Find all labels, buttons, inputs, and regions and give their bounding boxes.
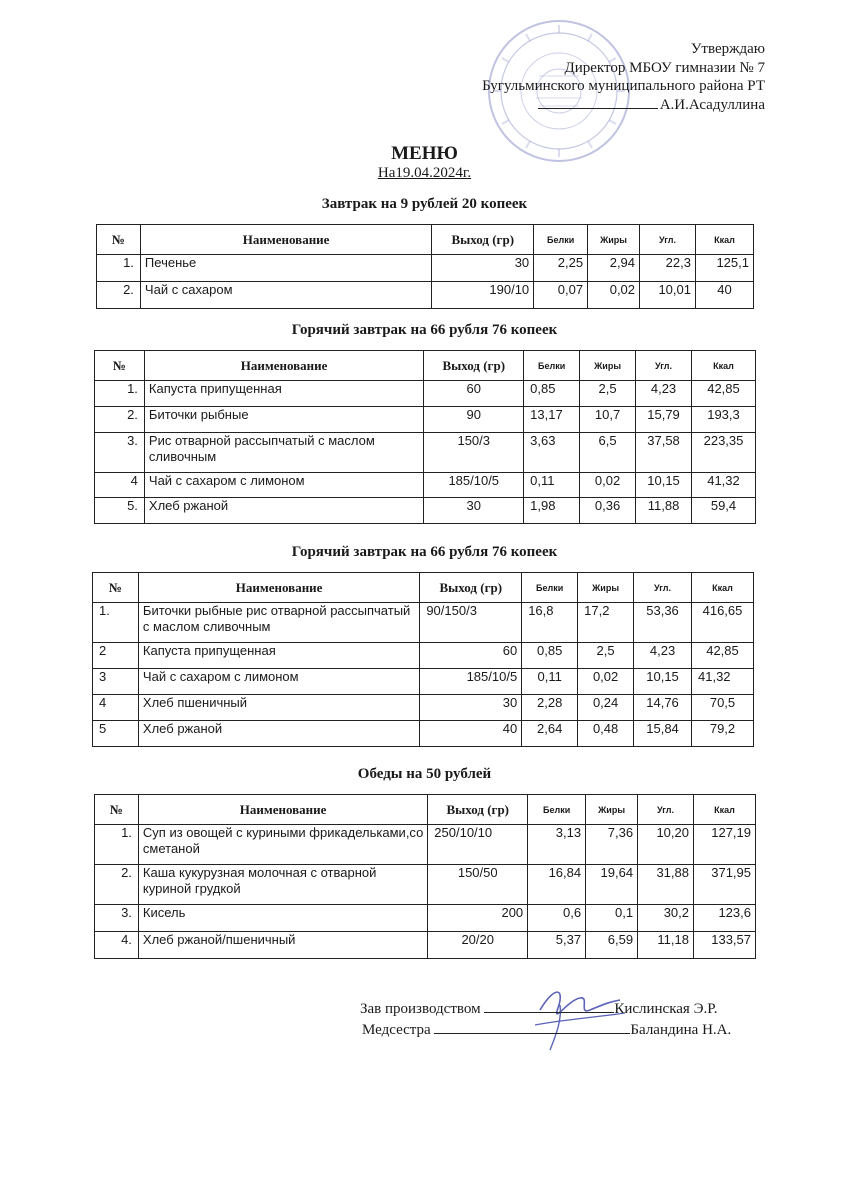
row-num: 1. bbox=[93, 603, 139, 643]
approval-line-4 bbox=[482, 96, 765, 115]
row-output: 185/10/5 bbox=[420, 669, 522, 695]
header-kcal: Ккал bbox=[694, 795, 756, 825]
row-protein: 2,28 bbox=[522, 695, 578, 721]
row-name: Суп из овощей с куриными фрикадельками,со сметаной bbox=[138, 825, 427, 865]
header-num: № bbox=[97, 225, 141, 255]
row-num: 5 bbox=[93, 721, 139, 747]
row-num: 1. bbox=[95, 825, 139, 865]
row-kcal: 79,2 bbox=[692, 721, 754, 747]
row-fat: 0,02 bbox=[578, 669, 634, 695]
production-name: Кислинская Э.Р. bbox=[614, 1001, 718, 1017]
row-kcal: 416,65 bbox=[692, 603, 754, 643]
header-kcal: Ккал bbox=[692, 573, 754, 603]
row-name: Хлеб ржаной/пшеничный bbox=[138, 932, 427, 959]
row-output: 190/10 bbox=[432, 282, 534, 309]
row-name: Чай с сахаром с лимоном bbox=[144, 473, 423, 498]
footer-signatures bbox=[360, 998, 731, 1040]
row-name: Хлеб ржаной bbox=[138, 721, 419, 747]
row-fat: 0,02 bbox=[588, 282, 640, 309]
header-protein: Белки bbox=[522, 573, 578, 603]
row-output: 185/10/5 bbox=[424, 473, 524, 498]
row-kcal: 123,6 bbox=[694, 905, 756, 932]
nurse-label: Медсестра bbox=[362, 1022, 431, 1038]
row-num: 2 bbox=[93, 643, 139, 669]
row-kcal: 193,3 bbox=[692, 407, 756, 433]
row-output: 90 bbox=[424, 407, 524, 433]
row-kcal: 371,95 bbox=[694, 865, 756, 905]
row-protein: 0,85 bbox=[524, 381, 580, 407]
row-output: 150/50 bbox=[428, 865, 528, 905]
director-name: А.И.Асадуллина bbox=[659, 96, 765, 113]
approval-line-3: Бугульминского муниципального района РТ bbox=[482, 78, 765, 94]
header-carbs: Угл. bbox=[640, 225, 696, 255]
header-name: Наименование bbox=[144, 351, 423, 381]
header-num: № bbox=[93, 573, 139, 603]
row-carbs: 11,18 bbox=[638, 932, 694, 959]
row-kcal: 59,4 bbox=[692, 498, 756, 524]
row-name: Капуста припущенная bbox=[138, 643, 419, 669]
row-protein: 16,84 bbox=[528, 865, 586, 905]
table-row bbox=[95, 905, 756, 932]
row-name: Капуста припущенная bbox=[144, 381, 423, 407]
header-output: Выход (гр) bbox=[424, 351, 524, 381]
header-fat: Жиры bbox=[578, 573, 634, 603]
row-num: 5. bbox=[95, 498, 145, 524]
section-title-lunch: Обеды на 50 рублей bbox=[357, 766, 492, 782]
signature-line bbox=[538, 96, 658, 109]
row-num: 4 bbox=[95, 473, 145, 498]
table-row bbox=[93, 603, 754, 643]
header-fat: Жиры bbox=[580, 351, 636, 381]
row-fat: 0,02 bbox=[580, 473, 636, 498]
row-protein: 0,11 bbox=[524, 473, 580, 498]
row-kcal: 70,5 bbox=[692, 695, 754, 721]
header-output: Выход (гр) bbox=[432, 225, 534, 255]
row-name: Каша кукурузная молочная с отварной куриной грудкой bbox=[138, 865, 427, 905]
row-protein: 0,07 bbox=[534, 282, 588, 309]
table-row bbox=[93, 721, 754, 747]
row-num: 2. bbox=[97, 282, 141, 309]
row-kcal: 41,32 bbox=[692, 473, 756, 498]
row-carbs: 10,01 bbox=[640, 282, 696, 309]
approval-line-1: Утверждаю bbox=[690, 41, 765, 57]
row-fat: 6,59 bbox=[586, 932, 638, 959]
row-carbs: 22,3 bbox=[640, 255, 696, 282]
table-row bbox=[95, 498, 756, 524]
row-output: 30 bbox=[432, 255, 534, 282]
row-name: Кисель bbox=[138, 905, 427, 932]
row-carbs: 4,23 bbox=[636, 381, 692, 407]
row-kcal: 41,32 bbox=[692, 669, 754, 695]
row-kcal: 223,35 bbox=[692, 433, 756, 473]
nurse-signature-row bbox=[360, 1019, 731, 1040]
row-kcal: 42,85 bbox=[692, 381, 756, 407]
row-num: 4. bbox=[95, 932, 139, 959]
row-fat: 19,64 bbox=[586, 865, 638, 905]
header-carbs: Угл. bbox=[636, 351, 692, 381]
row-fat: 0,48 bbox=[578, 721, 634, 747]
row-fat: 17,2 bbox=[578, 603, 634, 643]
table-row bbox=[95, 865, 756, 905]
header-num: № bbox=[95, 795, 139, 825]
approval-block bbox=[482, 40, 765, 114]
row-protein: 2,64 bbox=[522, 721, 578, 747]
table-row bbox=[93, 643, 754, 669]
row-protein: 2,25 bbox=[534, 255, 588, 282]
row-output: 30 bbox=[420, 695, 522, 721]
section-title-hot-breakfast-2: Горячий завтрак на 66 рубля 76 копеек bbox=[291, 544, 558, 560]
header-protein: Белки bbox=[534, 225, 588, 255]
row-fat: 2,94 bbox=[588, 255, 640, 282]
production-label: Зав производством bbox=[360, 1001, 481, 1017]
menu-date: На19.04.2024г. bbox=[377, 165, 472, 181]
menu-title: МЕНЮ bbox=[391, 143, 458, 164]
header-output: Выход (гр) bbox=[420, 573, 522, 603]
row-carbs: 14,76 bbox=[634, 695, 692, 721]
row-fat: 0,1 bbox=[586, 905, 638, 932]
header-kcal: Ккал bbox=[695, 225, 753, 255]
row-name: Печенье bbox=[140, 255, 431, 282]
row-output: 250/10/10 bbox=[428, 825, 528, 865]
row-num: 4 bbox=[93, 695, 139, 721]
row-name: Хлеб пшеничный bbox=[138, 695, 419, 721]
row-fat: 2,5 bbox=[580, 381, 636, 407]
row-output: 60 bbox=[424, 381, 524, 407]
approval-line-2: Директор МБОУ гимназии № 7 bbox=[564, 59, 765, 76]
nurse-signature-line bbox=[434, 1019, 630, 1034]
row-protein: 3,13 bbox=[528, 825, 586, 865]
section-title-hot-breakfast-1: Горячий завтрак на 66 рубля 76 копеек bbox=[291, 322, 558, 338]
row-name: Рис отварной рассыпчатый с маслом сливочным bbox=[144, 433, 423, 473]
section-title-breakfast: Завтрак на 9 рублей 20 копеек bbox=[321, 196, 528, 212]
row-fat: 2,5 bbox=[578, 643, 634, 669]
table-row bbox=[97, 282, 754, 309]
row-output: 200 bbox=[428, 905, 528, 932]
row-kcal: 125,1 bbox=[695, 255, 753, 282]
header-kcal: Ккал bbox=[692, 351, 756, 381]
row-protein: 3,63 bbox=[524, 433, 580, 473]
row-num: 3 bbox=[93, 669, 139, 695]
table-row bbox=[95, 407, 756, 433]
menu-table-breakfast bbox=[96, 224, 754, 309]
row-protein: 0,6 bbox=[528, 905, 586, 932]
table-row bbox=[95, 433, 756, 473]
row-kcal: 133,57 bbox=[694, 932, 756, 959]
production-signature-line bbox=[484, 998, 614, 1013]
row-carbs: 10,15 bbox=[636, 473, 692, 498]
production-signature-row bbox=[360, 998, 731, 1019]
row-protein: 5,37 bbox=[528, 932, 586, 959]
row-carbs: 15,79 bbox=[636, 407, 692, 433]
header-num: № bbox=[95, 351, 145, 381]
row-name: Чай с сахаром bbox=[140, 282, 431, 309]
row-name: Чай с сахаром с лимоном bbox=[138, 669, 419, 695]
row-fat: 7,36 bbox=[586, 825, 638, 865]
row-kcal: 42,85 bbox=[692, 643, 754, 669]
header-protein: Белки bbox=[524, 351, 580, 381]
row-num: 3. bbox=[95, 433, 145, 473]
row-carbs: 10,20 bbox=[638, 825, 694, 865]
header-carbs: Угл. bbox=[638, 795, 694, 825]
header-fat: Жиры bbox=[586, 795, 638, 825]
row-protein: 16,8 bbox=[522, 603, 578, 643]
row-name: Биточки рыбные bbox=[144, 407, 423, 433]
menu-table-hot-breakfast-1 bbox=[94, 350, 756, 524]
table-row bbox=[95, 473, 756, 498]
table-row bbox=[93, 695, 754, 721]
header-output: Выход (гр) bbox=[428, 795, 528, 825]
row-protein: 0,85 bbox=[522, 643, 578, 669]
row-num: 1. bbox=[95, 381, 145, 407]
row-carbs: 15,84 bbox=[634, 721, 692, 747]
row-num: 1. bbox=[97, 255, 141, 282]
row-output: 60 bbox=[420, 643, 522, 669]
menu-table-lunch bbox=[94, 794, 756, 959]
row-output: 20/20 bbox=[428, 932, 528, 959]
row-protein: 13,17 bbox=[524, 407, 580, 433]
row-num: 2. bbox=[95, 865, 139, 905]
header-fat: Жиры bbox=[588, 225, 640, 255]
header-protein: Белки bbox=[528, 795, 586, 825]
header-carbs: Угл. bbox=[634, 573, 692, 603]
table-row bbox=[95, 825, 756, 865]
row-num: 3. bbox=[95, 905, 139, 932]
row-output: 40 bbox=[420, 721, 522, 747]
row-num: 2. bbox=[95, 407, 145, 433]
table-row bbox=[95, 932, 756, 959]
row-carbs: 11,88 bbox=[636, 498, 692, 524]
header-name: Наименование bbox=[140, 225, 431, 255]
header-name: Наименование bbox=[138, 795, 427, 825]
menu-table-hot-breakfast-2 bbox=[92, 572, 754, 747]
nurse-name: Баландина Н.А. bbox=[630, 1022, 732, 1038]
row-carbs: 30,2 bbox=[638, 905, 694, 932]
header-name: Наименование bbox=[138, 573, 419, 603]
table-row bbox=[93, 669, 754, 695]
row-fat: 0,36 bbox=[580, 498, 636, 524]
row-kcal: 127,19 bbox=[694, 825, 756, 865]
row-output: 30 bbox=[424, 498, 524, 524]
row-output: 150/3 bbox=[424, 433, 524, 473]
row-name: Хлеб ржаной bbox=[144, 498, 423, 524]
row-carbs: 4,23 bbox=[634, 643, 692, 669]
row-fat: 10,7 bbox=[580, 407, 636, 433]
row-fat: 6,5 bbox=[580, 433, 636, 473]
row-name: Биточки рыбные рис отварной рассыпчатый с маслом сливочным bbox=[138, 603, 419, 643]
row-carbs: 37,58 bbox=[636, 433, 692, 473]
row-fat: 0,24 bbox=[578, 695, 634, 721]
row-protein: 0,11 bbox=[522, 669, 578, 695]
row-protein: 1,98 bbox=[524, 498, 580, 524]
row-carbs: 53,36 bbox=[634, 603, 692, 643]
row-carbs: 31,88 bbox=[638, 865, 694, 905]
row-kcal: 40 bbox=[695, 282, 753, 309]
row-carbs: 10,15 bbox=[634, 669, 692, 695]
row-output: 90/150/3 bbox=[420, 603, 522, 643]
table-row bbox=[95, 381, 756, 407]
table-row bbox=[97, 255, 754, 282]
